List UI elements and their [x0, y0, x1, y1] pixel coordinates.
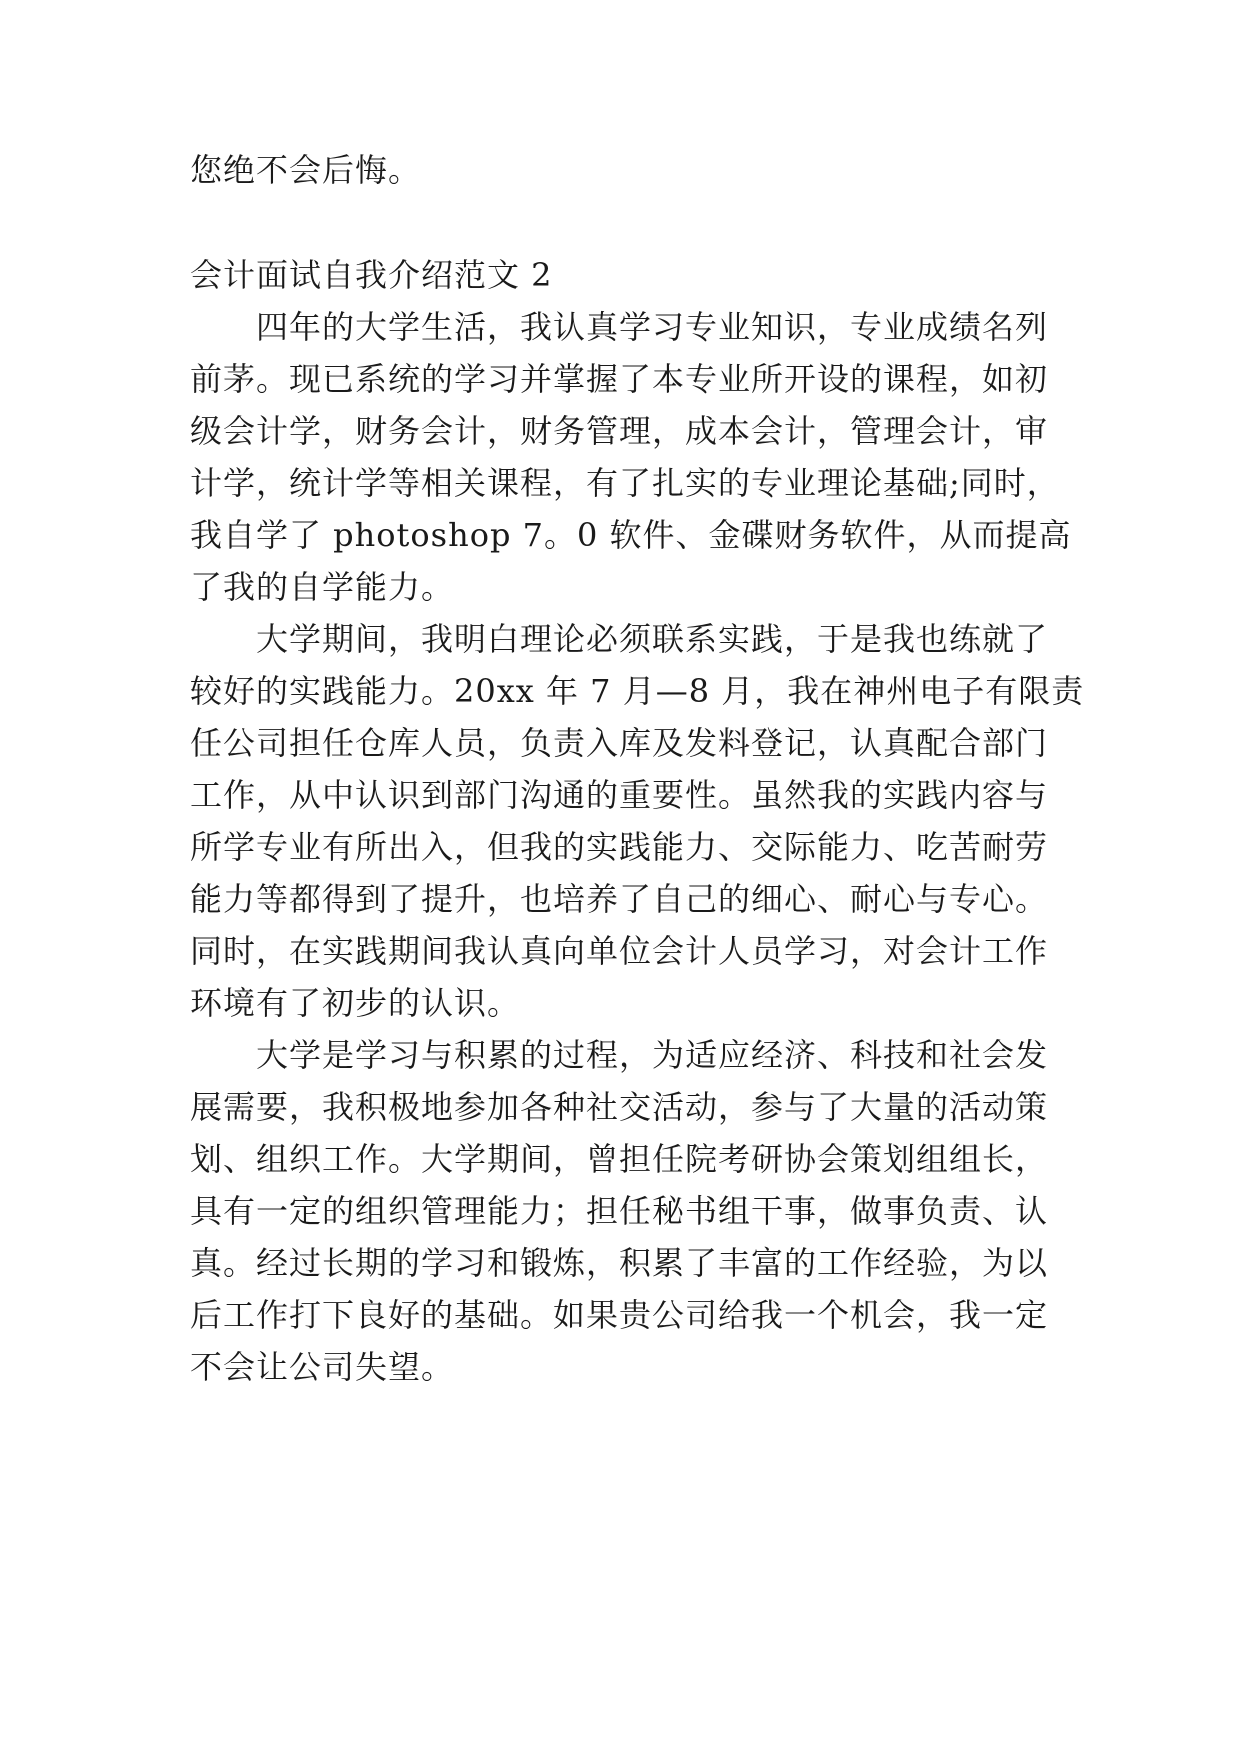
section-title: 会计面试自我介绍范文 2 — [190, 256, 553, 294]
paragraph-line: 我自学了 photoshop 7。0 软件、金碟财务软件，从而提高 — [190, 516, 1072, 554]
closing-line: 您绝不会后悔。 — [190, 151, 422, 189]
paragraph-line: 计学，统计学等相关课程，有了扎实的专业理论基础;同时， — [190, 464, 1060, 502]
paragraph-line: 较好的实践能力。20xx 年 7 月—8 月，我在神州电子有限责 — [190, 672, 1085, 710]
paragraph-line: 不会让公司失望。 — [190, 1348, 455, 1386]
paragraph-line: 四年的大学生活，我认真学习专业知识，专业成绩名列 — [256, 308, 1049, 346]
paragraph-line: 所学专业有所出入，但我的实践能力、交际能力、吃苦耐劳 — [190, 828, 1049, 866]
paragraph-line: 具有一定的组织管理能力；担任秘书组干事，做事负责、认 — [190, 1192, 1049, 1230]
paragraph-line: 大学期间，我明白理论必须联系实践，于是我也练就了 — [256, 620, 1049, 658]
paragraph-line: 大学是学习与积累的过程，为适应经济、科技和社会发 — [256, 1036, 1049, 1074]
paragraph-line: 能力等都得到了提升，也培养了自己的细心、耐心与专心。 — [190, 880, 1049, 918]
paragraph-line: 同时，在实践期间我认真向单位会计人员学习，对会计工作 — [190, 932, 1049, 970]
paragraph-line: 级会计学，财务会计，财务管理，成本会计，管理会计，审 — [190, 412, 1049, 450]
paragraph-line: 展需要，我积极地参加各种社交活动，参与了大量的活动策 — [190, 1088, 1049, 1126]
paragraph-line: 任公司担任仓库人员，负责入库及发料登记，认真配合部门 — [190, 724, 1049, 762]
paragraph-line: 工作，从中认识到部门沟通的重要性。虽然我的实践内容与 — [190, 776, 1049, 814]
paragraph-line: 划、组织工作。大学期间，曾担任院考研协会策划组组长， — [190, 1140, 1049, 1178]
paragraph-line: 环境有了初步的认识。 — [190, 984, 521, 1022]
paragraph-line: 前茅。现已系统的学习并掌握了本专业所开设的课程，如初 — [190, 360, 1049, 398]
paragraph-line: 真。经过长期的学习和锻炼，积累了丰富的工作经验，为以 — [190, 1244, 1049, 1282]
paragraph-line: 后工作打下良好的基础。如果贵公司给我一个机会，我一定 — [190, 1296, 1049, 1334]
paragraph-line: 了我的自学能力。 — [190, 568, 455, 606]
